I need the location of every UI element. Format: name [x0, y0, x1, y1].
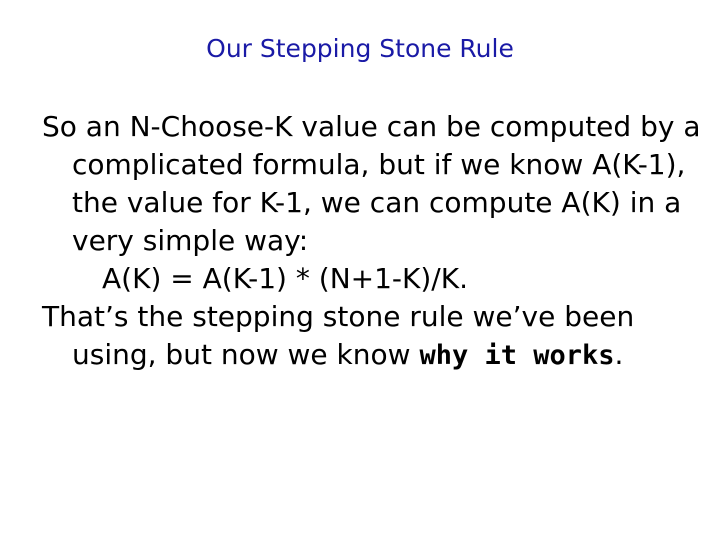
paragraph-2	[42, 298, 702, 375]
paragraph-2-emphasis: why it works	[419, 340, 615, 371]
slide-title: Our Stepping Stone Rule	[206, 34, 514, 63]
paragraph-2-text: That’s the stepping stone rule we’ve been using, but now we know	[42, 300, 635, 371]
formula: A(K) = A(K-1) * (N+1-K)/K.	[102, 262, 468, 295]
slide-body	[42, 108, 702, 375]
paragraph-2-end: .	[614, 338, 624, 371]
paragraph-1: So an N-Choose-K value can be computed by a complicated formula, but if we know A(K-1), the value for K-1, we can compute A(K) in a very simple way:	[42, 110, 701, 257]
